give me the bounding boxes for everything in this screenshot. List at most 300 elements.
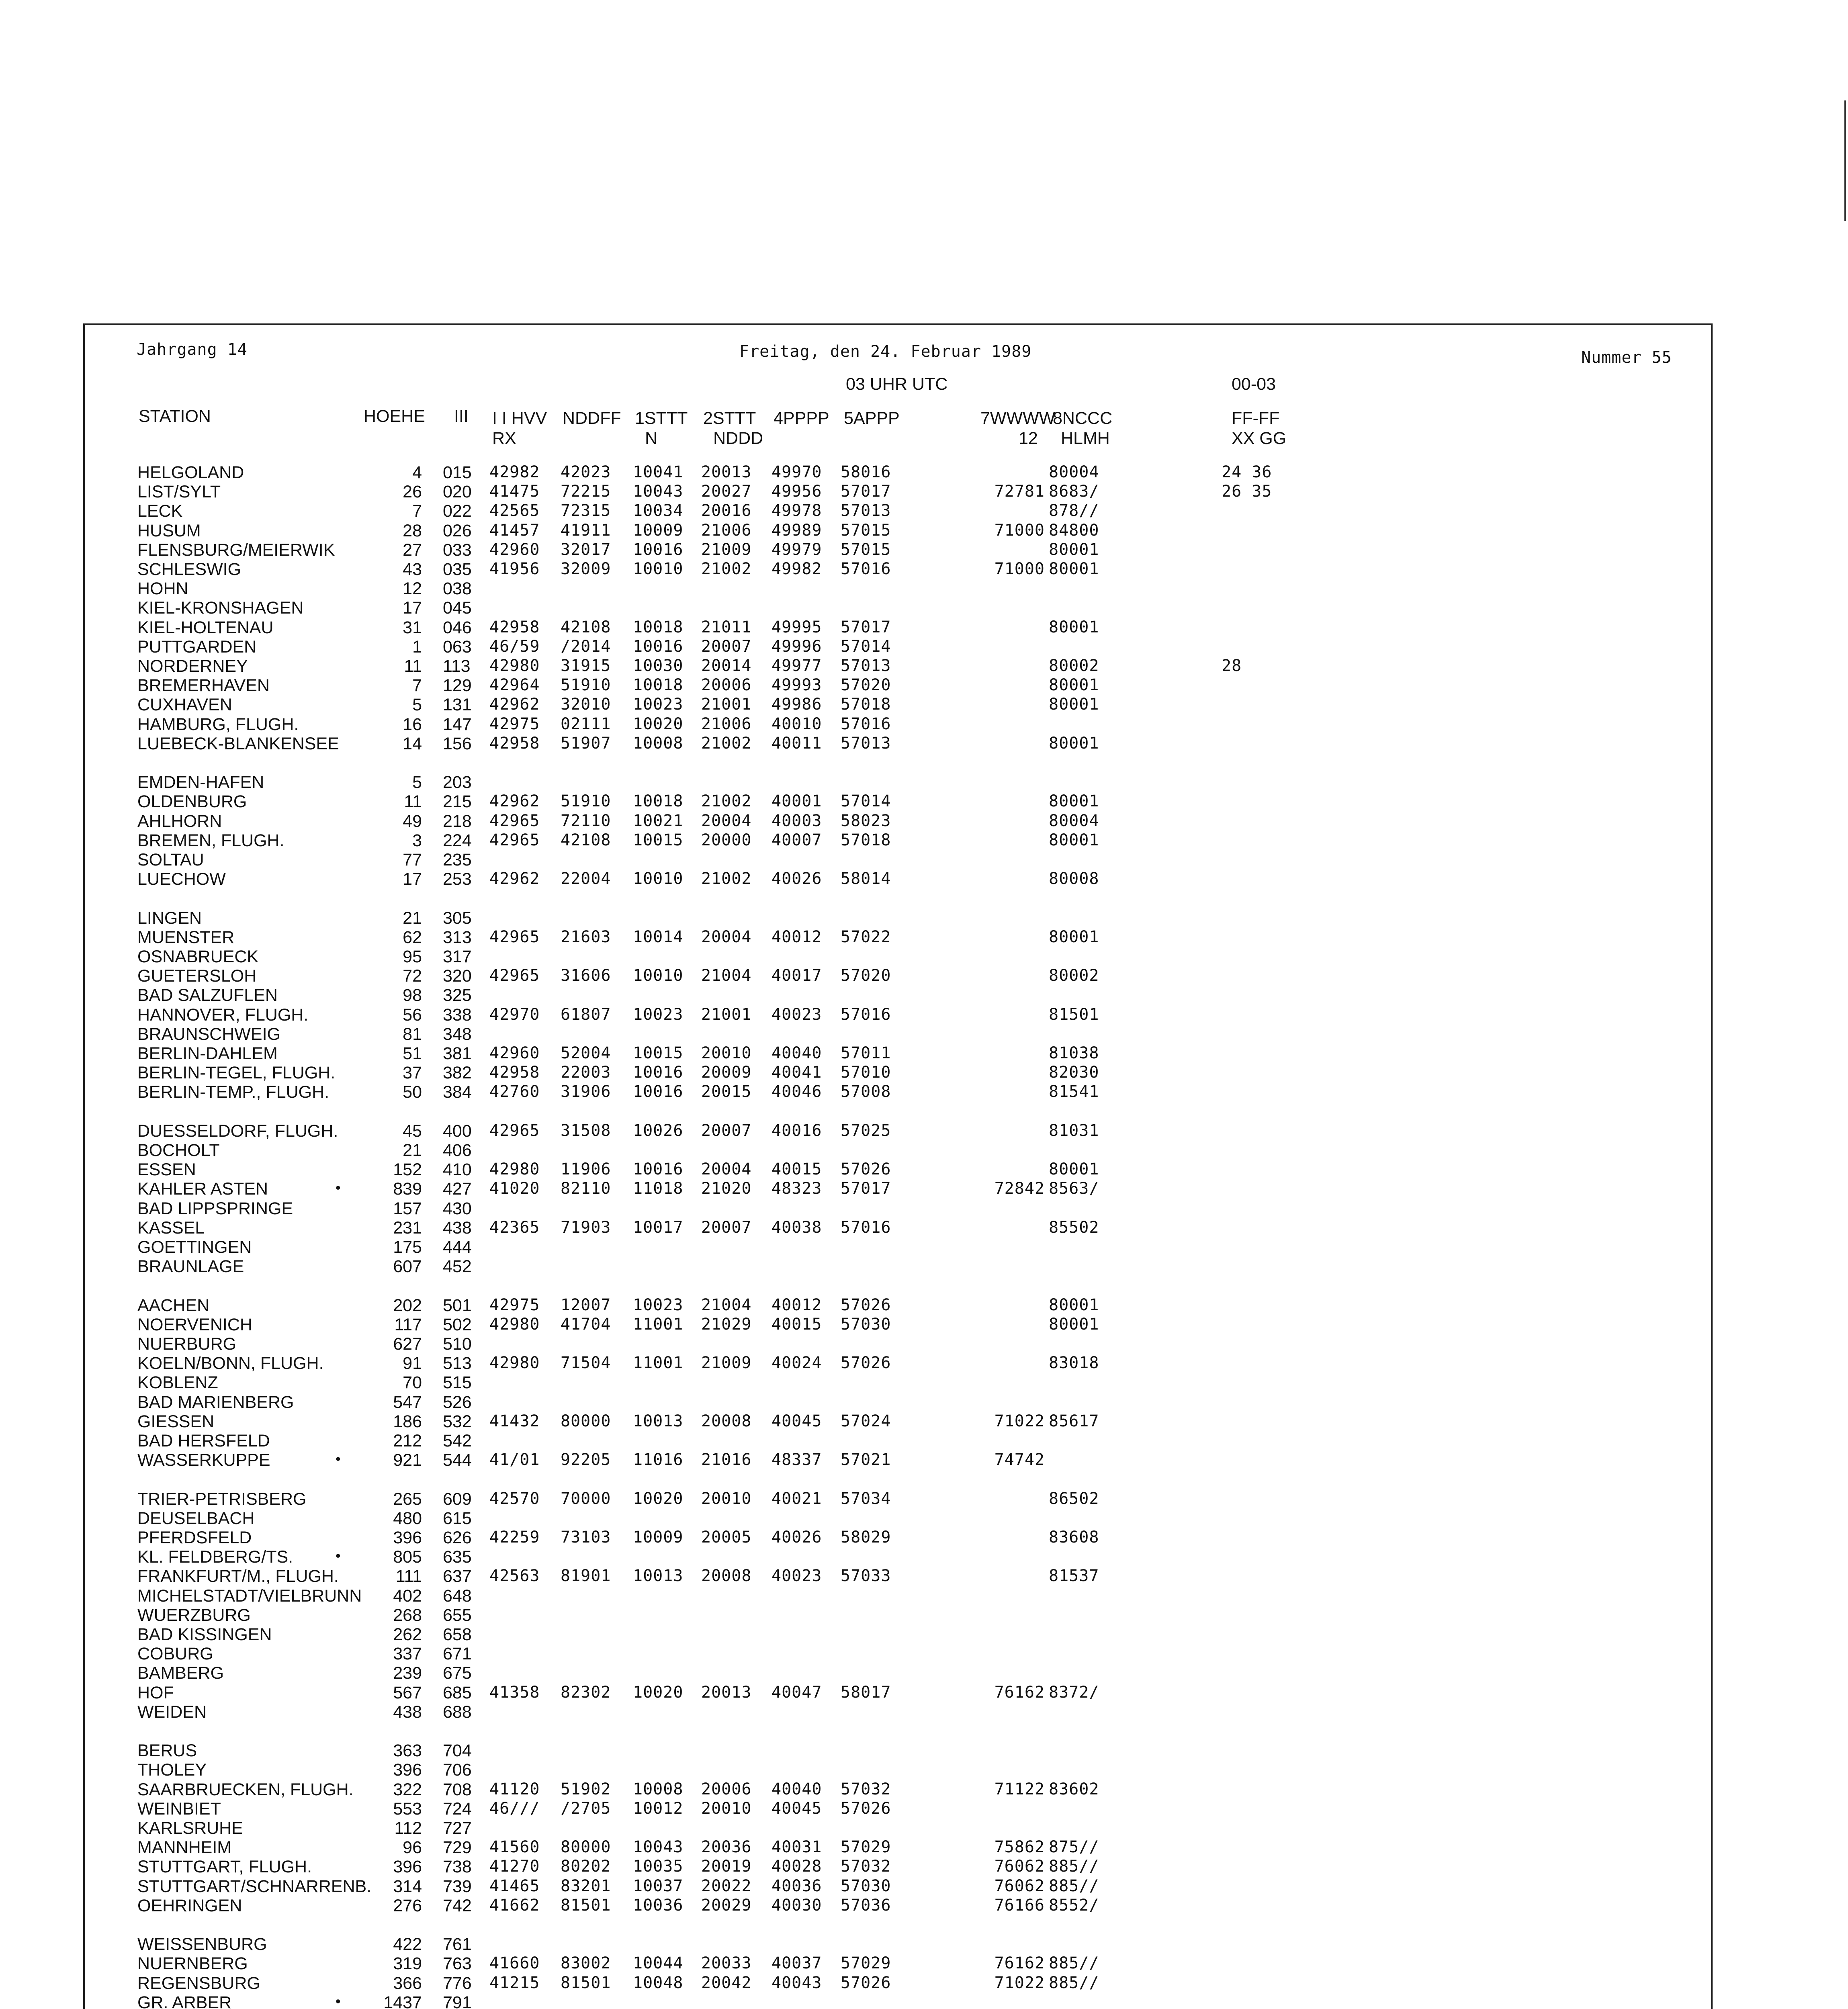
col-1sttt-sub: N [645, 429, 658, 448]
station-height: 366 [393, 1974, 422, 1993]
station-name: BERLIN-DAHLEM [137, 1044, 278, 1063]
station-id: 526 [443, 1393, 472, 1412]
col-8nccc-sub: HLMH [1061, 429, 1110, 448]
group-5appp: 57032 [841, 1780, 891, 1798]
margin-mark [1844, 100, 1846, 221]
station-name: TRIER-PETRISBERG [137, 1489, 307, 1509]
station-id: 325 [443, 986, 472, 1005]
group-4pppp: 48337 [772, 1450, 822, 1469]
station-name: GUETERSLOH [137, 966, 257, 986]
group-5appp: 57021 [841, 1450, 891, 1469]
station-name: LINGEN [137, 908, 202, 928]
group-5appp: 57029 [841, 1838, 891, 1856]
station-id: 739 [443, 1877, 472, 1896]
station-height: 314 [393, 1877, 422, 1896]
group-7wwww: 71122 [994, 1780, 1045, 1798]
station-id: 776 [443, 1974, 472, 1993]
group-2sttt: 20007 [701, 637, 752, 656]
group-8nccc: 80004 [1049, 812, 1099, 830]
station-name: BREMERHAVEN [137, 676, 270, 695]
station-id: 502 [443, 1315, 472, 1334]
station-id: 635 [443, 1547, 472, 1567]
group-4pppp: 48323 [772, 1179, 822, 1198]
group-nddff: 80202 [561, 1857, 611, 1876]
col-7wwww: 7WWWW [980, 409, 1056, 428]
group-1sttt: 10008 [633, 734, 684, 753]
station-name: CUXHAVEN [137, 695, 232, 714]
group-4pppp: 49986 [772, 695, 822, 714]
group-8nccc: 81541 [1049, 1082, 1099, 1101]
group-1sttt: 10043 [633, 1838, 684, 1856]
group-nddff: 92205 [561, 1450, 611, 1469]
group-1sttt: 10016 [633, 1160, 684, 1178]
station-height: 70 [403, 1373, 422, 1392]
station-id: 063 [443, 637, 472, 657]
group-7wwww: 76166 [994, 1896, 1045, 1915]
station-height: 112 [394, 1819, 422, 1838]
group-2sttt: 20004 [701, 928, 752, 946]
station-name: WASSERKUPPE [137, 1450, 270, 1470]
station-id: 637 [443, 1567, 472, 1586]
group-1sttt: 10010 [633, 560, 684, 578]
group-5appp: 57016 [841, 715, 891, 733]
station-height: 26 [403, 482, 422, 501]
station-height: 21 [403, 1141, 422, 1160]
station-id: 738 [443, 1857, 472, 1876]
group-2sttt: 20022 [701, 1877, 752, 1895]
group-8nccc: 80001 [1049, 695, 1099, 714]
station-id: 658 [443, 1625, 472, 1644]
station-id: 026 [443, 521, 472, 540]
station-id: 544 [443, 1450, 472, 1470]
group-2sttt: 20013 [701, 463, 752, 481]
station-height: 1 [412, 637, 422, 657]
group-7wwww: 75862 [994, 1838, 1045, 1856]
station-height: 152 [393, 1160, 422, 1179]
group-5appp: 57026 [841, 1354, 891, 1372]
station-id: 761 [443, 1935, 472, 1954]
group-nddff: 80000 [561, 1838, 611, 1856]
group-8nccc: 80001 [1049, 560, 1099, 578]
station-height: 117 [394, 1315, 422, 1334]
col-hoehe: HOEHE [364, 407, 425, 426]
group-4pppp: 49977 [772, 657, 822, 675]
station-name: LUECHOW [137, 869, 226, 889]
group-8nccc: 86502 [1049, 1489, 1099, 1508]
group-8nccc: 82030 [1049, 1063, 1099, 1082]
group-5appp: 57014 [841, 792, 891, 810]
group-4pppp: 40003 [772, 812, 822, 830]
station-name: HOF [137, 1683, 174, 1702]
group-2sttt: 21004 [701, 1296, 752, 1314]
group-iihvv: 42259 [489, 1528, 540, 1547]
station-name: BAD MARIENBERG [137, 1393, 294, 1412]
station-height: 51 [403, 1044, 422, 1063]
station-id: 704 [443, 1741, 472, 1760]
station-id: 317 [443, 947, 472, 966]
group-2sttt: 21004 [701, 966, 752, 985]
station-id: 542 [443, 1431, 472, 1450]
group-5appp: 57026 [841, 1974, 891, 1992]
station-id: 038 [443, 579, 472, 598]
station-height: 396 [393, 1528, 422, 1547]
group-5appp: 57026 [841, 1296, 891, 1314]
station-name: PFERDSFELD [137, 1528, 252, 1547]
group-5appp: 57030 [841, 1877, 891, 1895]
group-nddff: 02111 [561, 715, 611, 733]
station-height: 157 [393, 1199, 422, 1218]
group-nddff: 70000 [561, 1489, 611, 1508]
station-id: 033 [443, 540, 472, 560]
station-name: KIEL-KRONSHAGEN [137, 598, 304, 618]
group-1sttt: 10015 [633, 831, 684, 849]
station-name: HANNOVER, FLUGH. [137, 1005, 309, 1025]
group-4pppp: 40001 [772, 792, 822, 810]
group-2sttt: 20005 [701, 1528, 752, 1547]
station-name: HUSUM [137, 521, 201, 540]
group-5appp: 57025 [841, 1121, 891, 1140]
station-id: 510 [443, 1334, 472, 1354]
station-id: 430 [443, 1199, 472, 1218]
group-5appp: 57013 [841, 734, 891, 753]
group-1sttt: 10035 [633, 1857, 684, 1876]
col-station: STATION [139, 407, 211, 426]
group-nddff: 31906 [561, 1082, 611, 1101]
group-7wwww: 76062 [994, 1877, 1045, 1895]
group-nddff: 51907 [561, 734, 611, 753]
station-name: REGENSBURG [137, 1974, 260, 1993]
group-2sttt: 20013 [701, 1683, 752, 1702]
group-7wwww: 76062 [994, 1857, 1045, 1876]
group-8nccc: 84800 [1049, 521, 1099, 540]
station-id: 035 [443, 560, 472, 579]
group-2sttt: 21001 [701, 1005, 752, 1024]
group-8nccc: 885// [1049, 1877, 1099, 1895]
group-4pppp: 40012 [772, 1296, 822, 1314]
station-name: FLENSBURG/MEIERWIK [137, 540, 335, 560]
station-height: 319 [393, 1954, 422, 1973]
group-8nccc: 80008 [1049, 869, 1099, 888]
station-height: 5 [412, 773, 422, 792]
group-nddff: 72110 [561, 812, 611, 830]
group-2sttt: 20010 [701, 1044, 752, 1062]
col-2sttt-sub: NDDD [713, 429, 763, 448]
station-height: 62 [403, 928, 422, 947]
group-1sttt: 11001 [633, 1354, 684, 1372]
group-5appp: 58014 [841, 869, 891, 888]
group-5appp: 57026 [841, 1799, 891, 1818]
station-id: 438 [443, 1218, 472, 1238]
station-height: 567 [393, 1683, 422, 1702]
bulletin-frame [83, 323, 1713, 2009]
group-nddff: 81901 [561, 1567, 611, 1585]
group-2sttt: 20014 [701, 657, 752, 675]
station-name: OEHRINGEN [137, 1896, 242, 1915]
station-height: 396 [393, 1857, 422, 1876]
group-5appp: 57032 [841, 1857, 891, 1876]
group-5appp: 58016 [841, 463, 891, 481]
group-iihvv: 42980 [489, 1160, 540, 1178]
group-2sttt: 21009 [701, 1354, 752, 1372]
station-height: 96 [403, 1838, 422, 1857]
group-2sttt: 21002 [701, 792, 752, 810]
station-name: PUTTGARDEN [137, 637, 257, 657]
station-name: SOLTAU [137, 850, 204, 869]
group-1sttt: 10026 [633, 1121, 684, 1140]
group-1sttt: 10013 [633, 1567, 684, 1585]
group-7wwww: 71000 [994, 560, 1045, 578]
station-id: 203 [443, 773, 472, 792]
station-name: BERLIN-TEMP., FLUGH. [137, 1082, 329, 1102]
group-1sttt: 10023 [633, 1005, 684, 1024]
group-iihvv: 41/01 [489, 1450, 540, 1469]
station-name: BAMBERG [137, 1663, 224, 1683]
group-5appp: 57013 [841, 657, 891, 675]
group-1sttt: 11018 [633, 1179, 684, 1198]
station-height: 17 [403, 598, 422, 618]
group-iihvv: 42365 [489, 1218, 540, 1237]
station-height: 17 [403, 869, 422, 889]
group-2sttt: 21029 [701, 1315, 752, 1334]
station-height: 45 [403, 1121, 422, 1141]
group-5appp: 57013 [841, 501, 891, 520]
group-2sttt: 20029 [701, 1896, 752, 1915]
group-iihvv: 42980 [489, 657, 540, 675]
station-height: 547 [393, 1393, 422, 1412]
group-8nccc: 81501 [1049, 1005, 1099, 1024]
station-height: 98 [403, 986, 422, 1005]
station-height: 805 [393, 1547, 422, 1567]
group-iihvv: 41475 [489, 482, 540, 501]
group-8nccc: 85617 [1049, 1412, 1099, 1430]
group-1sttt: 10008 [633, 1780, 684, 1798]
group-2sttt: 21011 [701, 618, 752, 636]
station-height: 56 [403, 1005, 422, 1025]
group-4pppp: 49970 [772, 463, 822, 481]
group-1sttt: 10041 [633, 463, 684, 481]
group-8nccc: 83602 [1049, 1780, 1099, 1798]
station-name: BAD LIPPSPRINGE [137, 1199, 293, 1218]
group-2sttt: 21006 [701, 521, 752, 540]
station-id: 384 [443, 1082, 472, 1102]
group-4pppp: 40036 [772, 1877, 822, 1895]
group-2sttt: 21002 [701, 734, 752, 753]
group-iihvv: 41432 [489, 1412, 540, 1430]
station-id: 685 [443, 1683, 472, 1702]
group-8nccc: 80001 [1049, 1160, 1099, 1178]
group-iihvv: 41956 [489, 560, 540, 578]
group-iihvv: 42958 [489, 1063, 540, 1082]
group-nddff: 61807 [561, 1005, 611, 1024]
group-5appp: 57014 [841, 637, 891, 656]
group-nddff: 12007 [561, 1296, 611, 1314]
group-5appp: 57016 [841, 1218, 891, 1237]
group-8nccc: 80001 [1049, 540, 1099, 559]
group-nddff: /2705 [561, 1799, 611, 1818]
group-4pppp: 40011 [772, 734, 822, 753]
station-id: 313 [443, 928, 472, 947]
group-nddff: /2014 [561, 637, 611, 656]
station-height: 422 [393, 1935, 422, 1954]
station-id: 224 [443, 831, 472, 850]
station-id: 706 [443, 1760, 472, 1780]
station-name: BERUS [137, 1741, 197, 1760]
station-name: KAHLER ASTEN [137, 1179, 268, 1199]
group-4pppp: 40021 [772, 1489, 822, 1508]
station-name: OLDENBURG [137, 792, 247, 811]
group-iihvv: 41662 [489, 1896, 540, 1915]
group-2sttt: 20016 [701, 501, 752, 520]
group-1sttt: 10017 [633, 1218, 684, 1237]
group-4pppp: 40015 [772, 1160, 822, 1178]
station-id: 655 [443, 1606, 472, 1625]
group-1sttt: 10014 [633, 928, 684, 946]
group-nddff: 71504 [561, 1354, 611, 1372]
station-name: BRAUNLAGE [137, 1257, 244, 1276]
group-4pppp: 40037 [772, 1954, 822, 1972]
station-id: 501 [443, 1296, 472, 1315]
station-height: 239 [393, 1663, 422, 1683]
station-height: 262 [393, 1625, 422, 1644]
group-5appp: 57018 [841, 831, 891, 849]
group-iihvv: 42965 [489, 966, 540, 985]
group-iihvv: 42965 [489, 812, 540, 830]
group-5appp: 57036 [841, 1896, 891, 1915]
group-4pppp: 40026 [772, 869, 822, 888]
group-5appp: 57017 [841, 618, 891, 636]
group-4pppp: 49993 [772, 676, 822, 694]
group-iihvv: 41560 [489, 1838, 540, 1856]
station-name: BERLIN-TEGEL, FLUGH. [137, 1063, 336, 1082]
group-5appp: 57026 [841, 1160, 891, 1178]
group-nddff: 83002 [561, 1954, 611, 1972]
station-id: 147 [443, 715, 472, 734]
group-5appp: 57034 [841, 1489, 891, 1508]
station-id: 253 [443, 869, 472, 889]
mountain-station-marker: • [336, 1993, 341, 2009]
group-iihvv: 41120 [489, 1780, 540, 1798]
station-name: KOELN/BONN, FLUGH. [137, 1354, 324, 1373]
group-iihvv: 42962 [489, 869, 540, 888]
group-1sttt: 10013 [633, 1412, 684, 1430]
station-height: 16 [403, 715, 422, 734]
group-8nccc: 81031 [1049, 1121, 1099, 1140]
station-height: 72 [403, 966, 422, 986]
group-nddff: 72215 [561, 482, 611, 501]
station-id: 609 [443, 1489, 472, 1509]
group-5appp: 57011 [841, 1044, 891, 1062]
station-height: 14 [403, 734, 422, 753]
group-iihvv: 42975 [489, 715, 540, 733]
station-id: 015 [443, 463, 472, 482]
station-height: 7 [412, 501, 422, 521]
group-4pppp: 40017 [772, 966, 822, 985]
station-name: SAARBRUECKEN, FLUGH. [137, 1780, 354, 1799]
group-1sttt: 10016 [633, 1082, 684, 1101]
group-1sttt: 10021 [633, 812, 684, 830]
station-height: 21 [403, 908, 422, 928]
station-name: LUEBECK-BLANKENSEE [137, 734, 339, 753]
station-name: STUTTGART/SCHNARRENB. [137, 1877, 372, 1896]
group-2sttt: 20027 [701, 482, 752, 501]
station-name: ESSEN [137, 1160, 196, 1179]
group-iihvv: 41215 [489, 1974, 540, 1992]
group-2sttt: 20006 [701, 676, 752, 694]
group-nddff: 51902 [561, 1780, 611, 1798]
station-id: 320 [443, 966, 472, 986]
group-iihvv: 41660 [489, 1954, 540, 1972]
group-4pppp: 49982 [772, 560, 822, 578]
group-5appp: 57016 [841, 1005, 891, 1024]
group-2sttt: 20004 [701, 812, 752, 830]
station-name: GOETTINGEN [137, 1238, 252, 1257]
group-1sttt: 10016 [633, 637, 684, 656]
group-iihvv: 41270 [489, 1857, 540, 1876]
group-5appp: 57022 [841, 928, 891, 946]
group-nddff: 11906 [561, 1160, 611, 1178]
station-id: 671 [443, 1644, 472, 1663]
station-name: BREMEN, FLUGH. [137, 831, 284, 850]
group-4pppp: 40030 [772, 1896, 822, 1915]
group-4pppp: 40010 [772, 715, 822, 733]
group-4pppp: 40007 [772, 831, 822, 849]
group-2sttt: 20042 [701, 1974, 752, 1992]
col-2sttt: 2STTT [703, 409, 756, 428]
station-height: 839 [393, 1179, 422, 1199]
group-2sttt: 21016 [701, 1450, 752, 1469]
station-height: 77 [403, 850, 422, 869]
group-4pppp: 40038 [772, 1218, 822, 1237]
station-id: 688 [443, 1702, 472, 1722]
station-id: 742 [443, 1896, 472, 1915]
station-name: NUERNBERG [137, 1954, 248, 1973]
group-iihvv: 41020 [489, 1179, 540, 1198]
group-2sttt: 21001 [701, 695, 752, 714]
group-2sttt: 20019 [701, 1857, 752, 1876]
group-2sttt: 20007 [701, 1121, 752, 1140]
bulletin-date: Freitag, den 24. Februar 1989 [739, 342, 1032, 361]
group-nddff: 22004 [561, 869, 611, 888]
station-name: GR. ARBER [137, 1993, 232, 2009]
group-iihvv: 42970 [489, 1005, 540, 1024]
group-1sttt: 10016 [633, 1063, 684, 1082]
group-1sttt: 10012 [633, 1799, 684, 1818]
station-height: 627 [393, 1334, 422, 1354]
station-name: WEIDEN [137, 1702, 207, 1722]
group-iihvv: 42958 [489, 734, 540, 753]
station-id: 022 [443, 501, 472, 521]
group-iihvv: 42958 [489, 618, 540, 636]
station-name: AHLHORN [137, 812, 222, 831]
station-name: KARLSRUHE [137, 1819, 243, 1838]
group-5appp: 58029 [841, 1528, 891, 1547]
group-2sttt: 20004 [701, 1160, 752, 1178]
group-1sttt: 11016 [633, 1450, 684, 1469]
station-id: 427 [443, 1179, 472, 1199]
station-height: 7 [412, 676, 422, 695]
group-8nccc: 80001 [1049, 618, 1099, 636]
group-8nccc: 80001 [1049, 1296, 1099, 1314]
group-4pppp: 49978 [772, 501, 822, 520]
group-4pppp: 40045 [772, 1799, 822, 1818]
group-5appp: 57020 [841, 966, 891, 985]
station-id: 708 [443, 1780, 472, 1799]
station-height: 49 [403, 812, 422, 831]
group-5appp: 57024 [841, 1412, 891, 1430]
group-nddff: 42023 [561, 463, 611, 481]
group-8nccc: 80001 [1049, 928, 1099, 946]
group-iihvv: 42962 [489, 695, 540, 714]
